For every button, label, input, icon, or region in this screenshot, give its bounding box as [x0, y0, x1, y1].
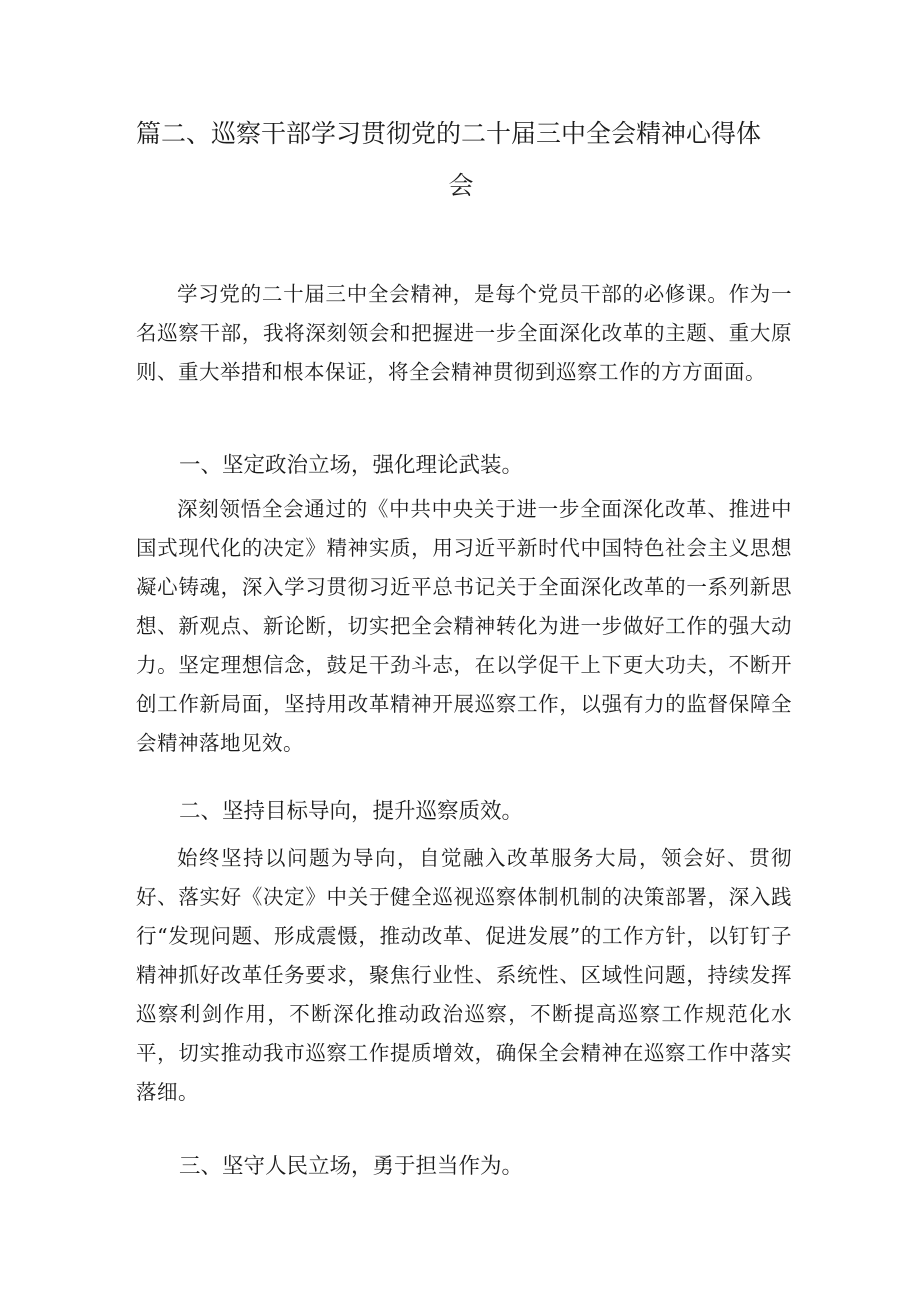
section-2-heading: 二、坚持目标导向，提升巡察质效。 — [179, 799, 524, 824]
title-line-1: 篇二、巡察干部学习贯彻党的二十届三中全会精神心得体 — [136, 119, 762, 148]
section-1-body: 深刻领悟全会通过的《中共中央关于进一步全面深化改革、推进中国式现代化的决定》精神实质，用习近平新时代中国特色社会主义思想凝心铸魂，深入学习贯彻习近平总书记关于全面深化改革的一系列新思想、新观点、新论断，切实把全会精神转化为进一步做好工作的强大动力。坚定理想信念，鼓足干劲斗志，在以学促干上下更大功夫，不断开创工作新局面，坚持用改革精神开展巡察工作，以强有力的监督保障全会精神落地见效。 — [136, 497, 792, 755]
intro-paragraph: 学习党的二十届三中全会精神，是每个党员干部的必修课。作为一名巡察干部，我将深刻领会和把握进一步全面深化改革的主题、重大原则、重大举措和根本保证，将全会精神贯彻到巡察工作的方方面面。 — [136, 282, 792, 384]
section-1-heading: 一、坚定政治立场，强化理论武装。 — [179, 453, 524, 478]
title-line-2: 会 — [448, 171, 474, 200]
section-2-body: 始终坚持以问题为导向，自觉融入改革服务大局，领会好、贯彻好、落实好《决定》中关于健全巡视巡察体制机制的决策部署，深入践行“发现问题、形成震慑，推动改革、促进发展”的工作方针，以钉钉子精神抓好改革任务要求，聚焦行业性、系统性、区域性问题，持续发挥巡察利剑作用，不断深化推动政治巡察，不断提高巡察工作规范化水平，切实推动我市巡察工作提质增效，确保全会精神在巡察工作中落实落细。 — [136, 846, 792, 1104]
document-title — [136, 108, 796, 212]
section-3-heading: 三、坚守人民立场，勇于担当作为。 — [179, 1154, 524, 1179]
